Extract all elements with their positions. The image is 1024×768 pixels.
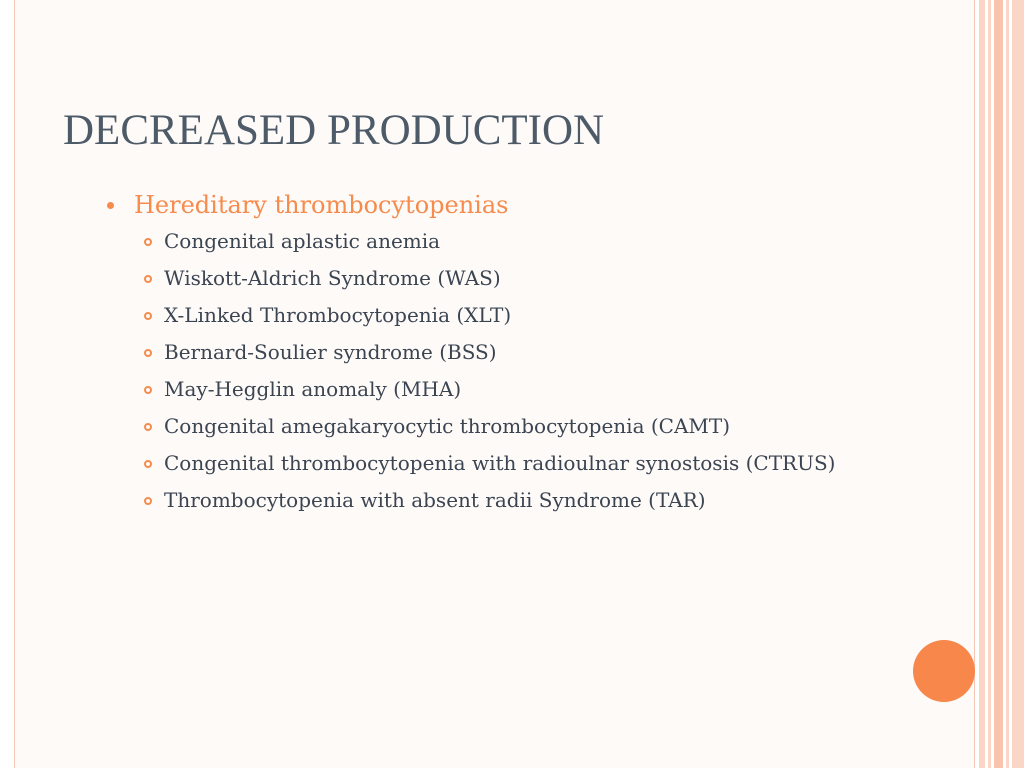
list-item <box>144 227 854 256</box>
decorative-stripe <box>979 0 985 768</box>
list-item-text: Congenital thrombocytopenia with radioulnar synostosis (CTRUS) <box>164 451 836 475</box>
ring-bullet-icon <box>144 349 152 357</box>
list-item <box>144 338 854 367</box>
section-heading: Hereditary thrombocytopenias <box>134 191 509 219</box>
list-item <box>144 264 854 293</box>
slide-title: DECREASED PRODUCTION <box>63 107 605 154</box>
list-item-text: Congenital aplastic anemia <box>164 229 441 253</box>
list-item <box>144 301 854 330</box>
list-item-text: Congenital amegakaryocytic thrombocytopenia (CAMT) <box>164 414 731 438</box>
ring-bullet-icon <box>144 238 152 246</box>
ring-bullet-icon <box>144 386 152 394</box>
list-item-text: May-Hegglin anomaly (MHA) <box>164 377 462 401</box>
list-item-text: Thrombocytopenia with absent radii Syndrome (TAR) <box>164 488 706 512</box>
ring-bullet-icon <box>144 312 152 320</box>
decorative-circle <box>913 640 975 702</box>
bullet-list <box>107 186 854 523</box>
list-item-text: X-Linked Thrombocytopenia (XLT) <box>164 303 512 327</box>
list-item <box>144 375 854 404</box>
ring-bullet-icon <box>144 423 152 431</box>
filled-dot-icon <box>107 202 114 209</box>
list-item-text: Wiskott-Aldrich Syndrome (WAS) <box>164 266 501 290</box>
list-item-text: Bernard-Soulier syndrome (BSS) <box>164 340 497 364</box>
ring-bullet-icon <box>144 460 152 468</box>
decorative-stripe <box>994 0 1003 768</box>
list-item <box>144 486 854 515</box>
decorative-stripe <box>1006 0 1009 768</box>
decorative-stripe <box>1012 0 1024 768</box>
list-item <box>144 449 854 478</box>
ring-bullet-icon <box>144 275 152 283</box>
ring-bullet-icon <box>144 497 152 505</box>
decorative-stripe <box>988 0 991 768</box>
section-item <box>107 186 854 515</box>
sub-bullet-list <box>144 227 854 515</box>
list-item <box>144 412 854 441</box>
